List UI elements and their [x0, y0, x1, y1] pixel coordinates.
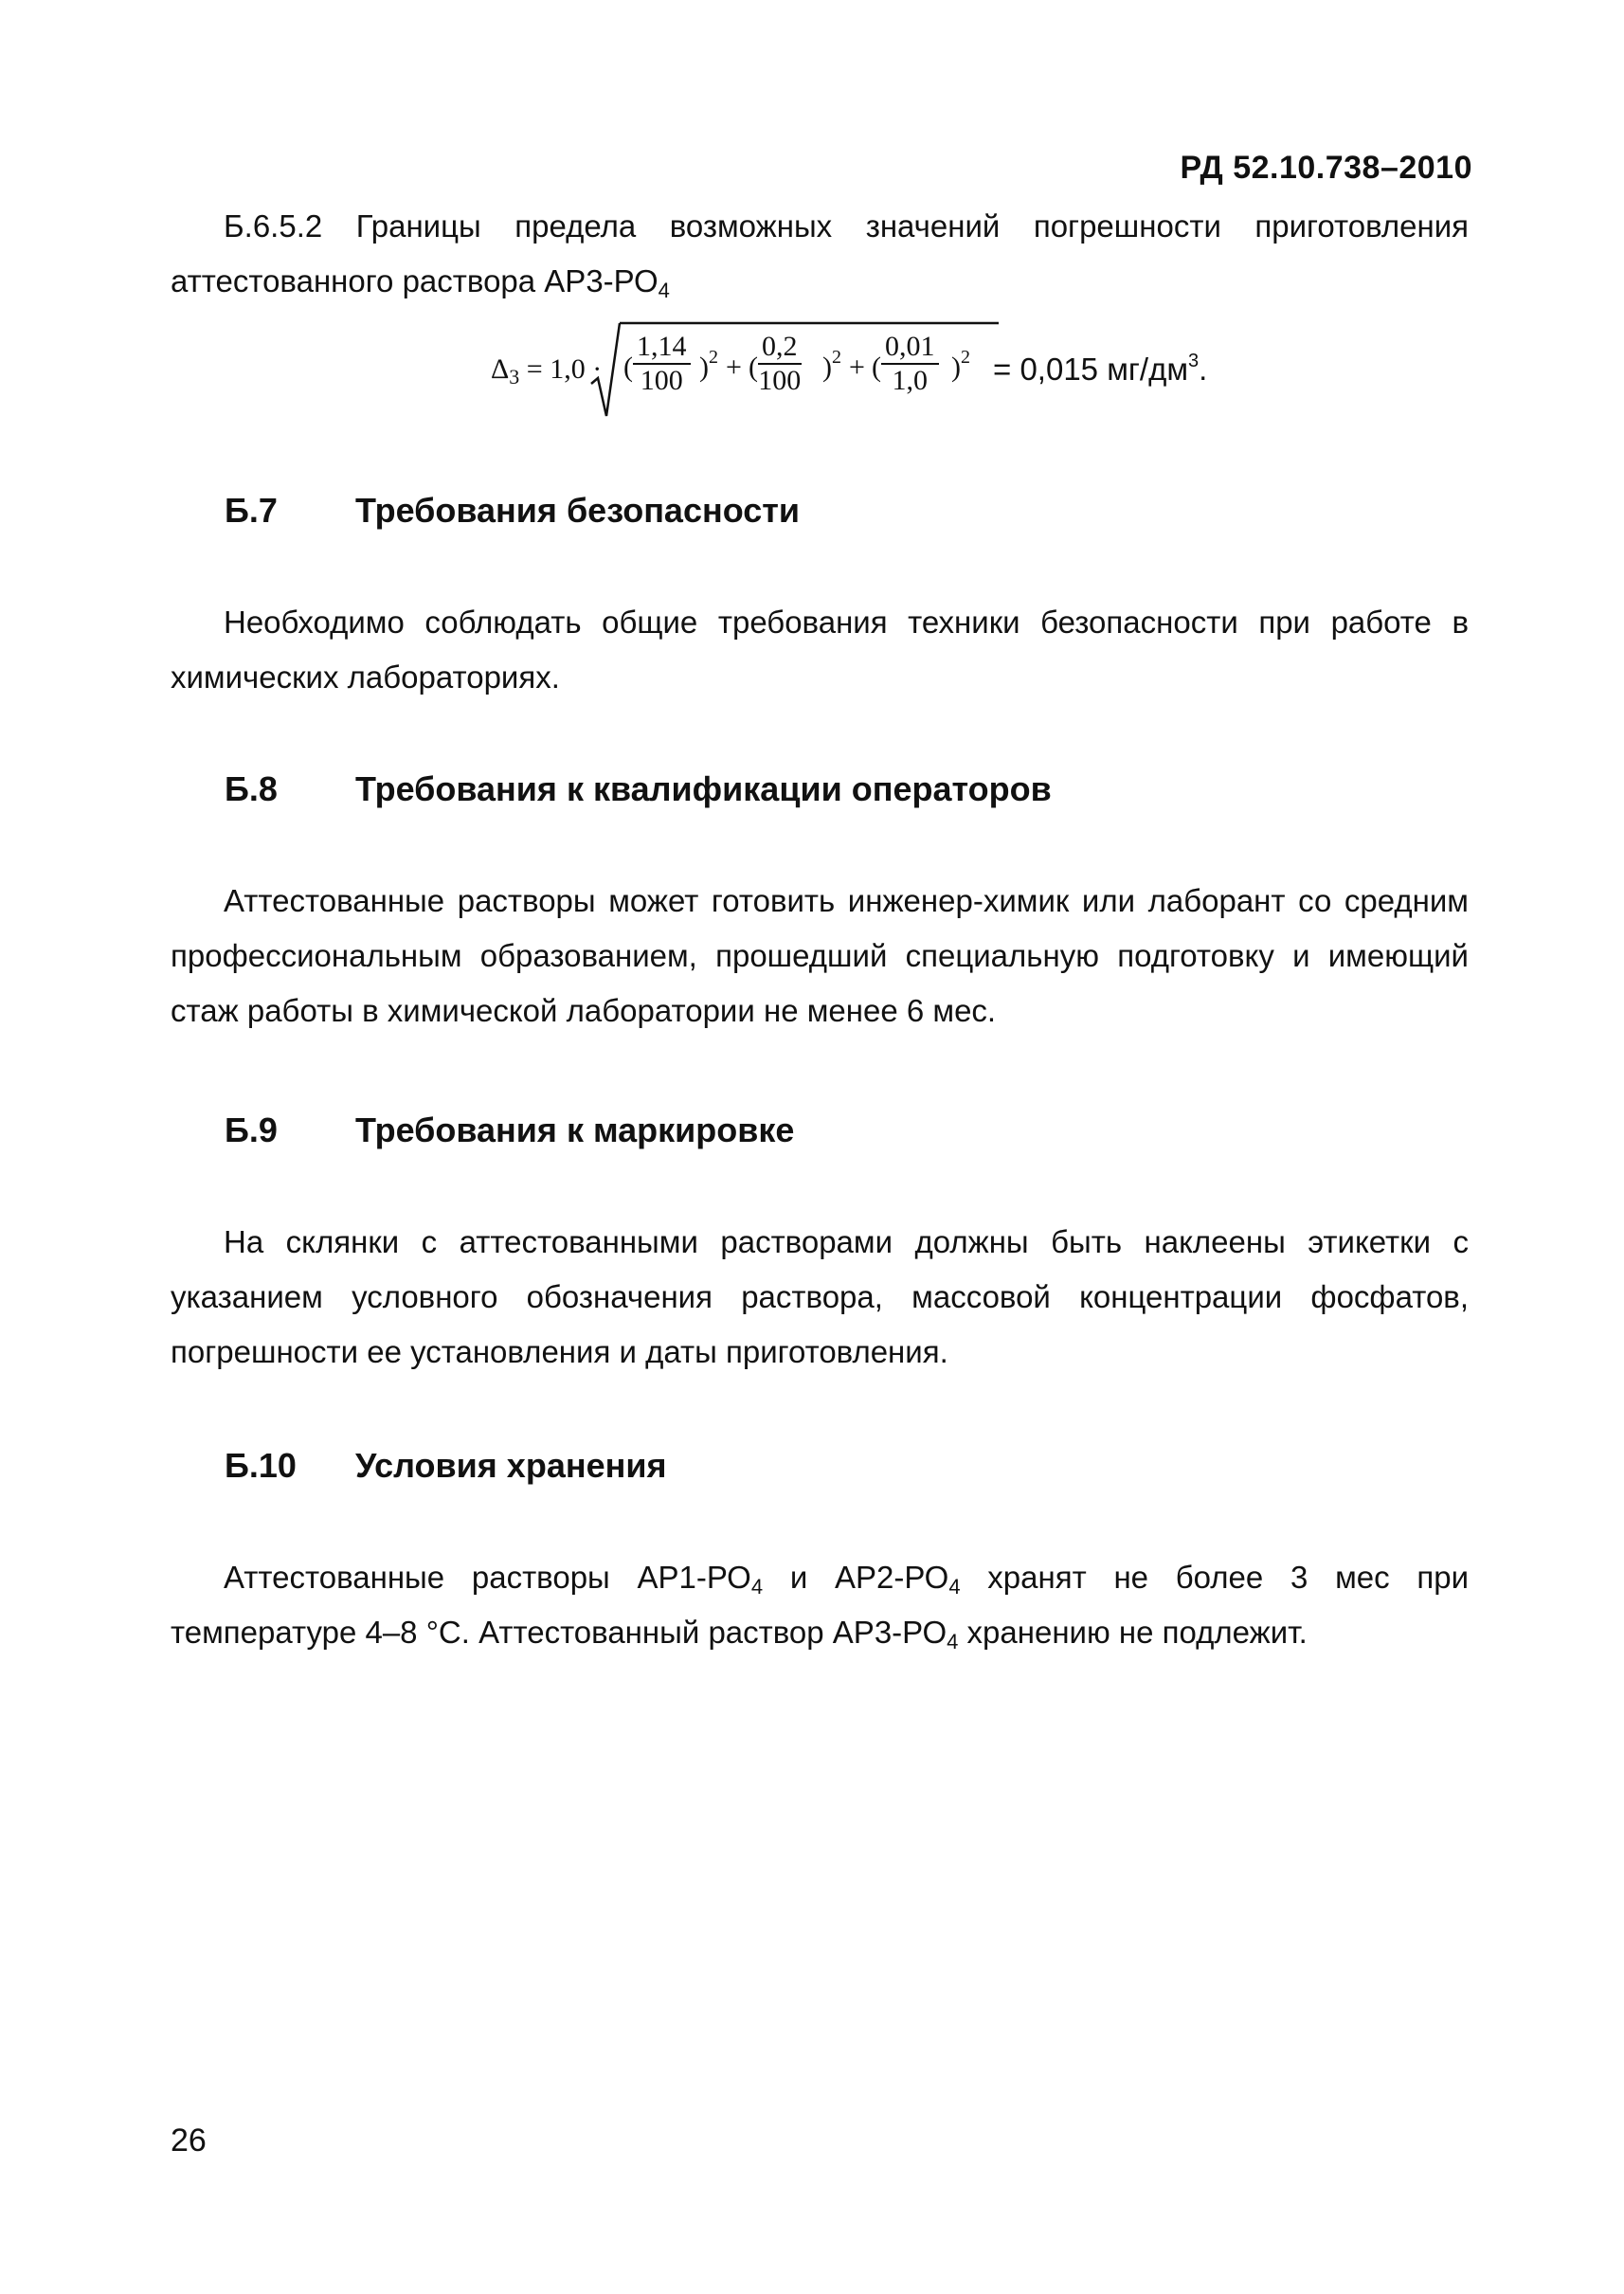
heading-b8 — [225, 769, 1052, 809]
fraction-2-numerator: 0,2 — [758, 331, 802, 365]
radical-sign — [589, 317, 622, 422]
paragraph-b10-part-3: хранят не более 3 мес при температуре 4–8 °С. Аттестованный раствор АР3-РО — [171, 1560, 1470, 1650]
heading-b9-number: Б.9 — [225, 1111, 278, 1149]
paren-close-2-char: ) — [822, 352, 832, 383]
plus-1: + — [726, 352, 742, 383]
document-code: РД 52.10.738–2010 — [1180, 150, 1472, 186]
square-2: 2 — [832, 347, 841, 368]
paragraph-b9: На склянки с аттестованными растворами должны быть наклеены этикетки с указанием условного обозначения раствора, массовой концентрации фосфатов, погрешности ее установления и даты приготовления. — [171, 1224, 1469, 1369]
paren-close-2 — [822, 347, 841, 384]
paragraph-b652 — [171, 199, 1469, 309]
heading-b7-title: Требования безопасности — [355, 491, 801, 530]
subscript-3: 4 — [947, 1630, 959, 1653]
heading-b9-title: Требования к маркировке — [355, 1111, 795, 1149]
paren-close-3 — [951, 347, 970, 384]
heading-b9 — [225, 1111, 794, 1150]
fraction-3 — [881, 331, 939, 397]
radical-bar — [620, 321, 999, 325]
formula-delta: Δ — [491, 353, 510, 385]
fraction-1 — [633, 331, 691, 397]
heading-b7 — [225, 491, 800, 531]
paren-open-3: ( — [872, 352, 881, 383]
paragraph-b8: Аттестованные растворы может готовить инженер-химик или лаборант со средним профессиональным образованием, прошедший специальную подготовку и имеющий стаж работы в химической лаборатории не менее 6 мес. — [171, 883, 1469, 1028]
formula-result — [993, 352, 1207, 388]
heading-b10-number: Б.10 — [225, 1446, 297, 1485]
heading-b8-number: Б.8 — [225, 769, 278, 808]
subscript-1: 4 — [750, 1575, 764, 1599]
fraction-1-denominator: 100 — [640, 365, 683, 396]
formula-result-text: = 0,015 мг/дм — [993, 352, 1189, 387]
heading-b10-title: Условия хранения — [355, 1446, 667, 1485]
page-number: 26 — [171, 2122, 207, 2159]
paren-close-3-char: ) — [951, 352, 961, 383]
error-formula — [491, 317, 1344, 422]
formula-equals-factor: = 1,0 · — [526, 353, 603, 385]
paren-close-1-char: ) — [699, 352, 709, 383]
heading-b7-number: Б.7 — [225, 491, 278, 530]
paren-open-1: ( — [623, 352, 633, 383]
paragraph-b10-part-1: Аттестованные растворы АР1-РО — [224, 1560, 751, 1595]
formula-result-sup: 3 — [1188, 351, 1200, 371]
fraction-2-denominator: 100 — [758, 365, 802, 396]
heading-b10 — [225, 1446, 666, 1486]
paragraph-b10-part-4: хранению не подлежит. — [958, 1615, 1308, 1650]
formula-result-end: . — [1199, 352, 1208, 387]
paragraph-b652-text: Б.6.5.2 Границы предела возможных значений погрешности приготовления аттестованного раствора АР3-РО — [171, 208, 1469, 298]
formula-delta-sub: 3 — [509, 365, 520, 388]
paragraph-b10 — [171, 1550, 1469, 1660]
fraction-1-numerator: 1,14 — [633, 331, 691, 365]
subscript: 4 — [658, 279, 670, 302]
square-3: 2 — [961, 347, 970, 368]
fraction-3-denominator: 1,0 — [892, 365, 928, 396]
fraction-3-numerator: 0,01 — [881, 331, 939, 365]
subscript-2: 4 — [948, 1575, 961, 1599]
paragraph-b7: Необходимо соблюдать общие требования техники безопасности при работе в химических лабораториях. — [171, 605, 1469, 695]
formula-lhs — [491, 353, 602, 386]
paren-open-2: ( — [749, 352, 758, 383]
heading-b8-title: Требования к квалификации операторов — [355, 769, 1052, 808]
paren-close-1 — [699, 347, 718, 384]
paragraph-b10-part-2: и АР2-РО — [763, 1560, 949, 1595]
fraction-2 — [758, 331, 802, 397]
square-1: 2 — [709, 347, 718, 368]
plus-2: + — [849, 352, 865, 383]
